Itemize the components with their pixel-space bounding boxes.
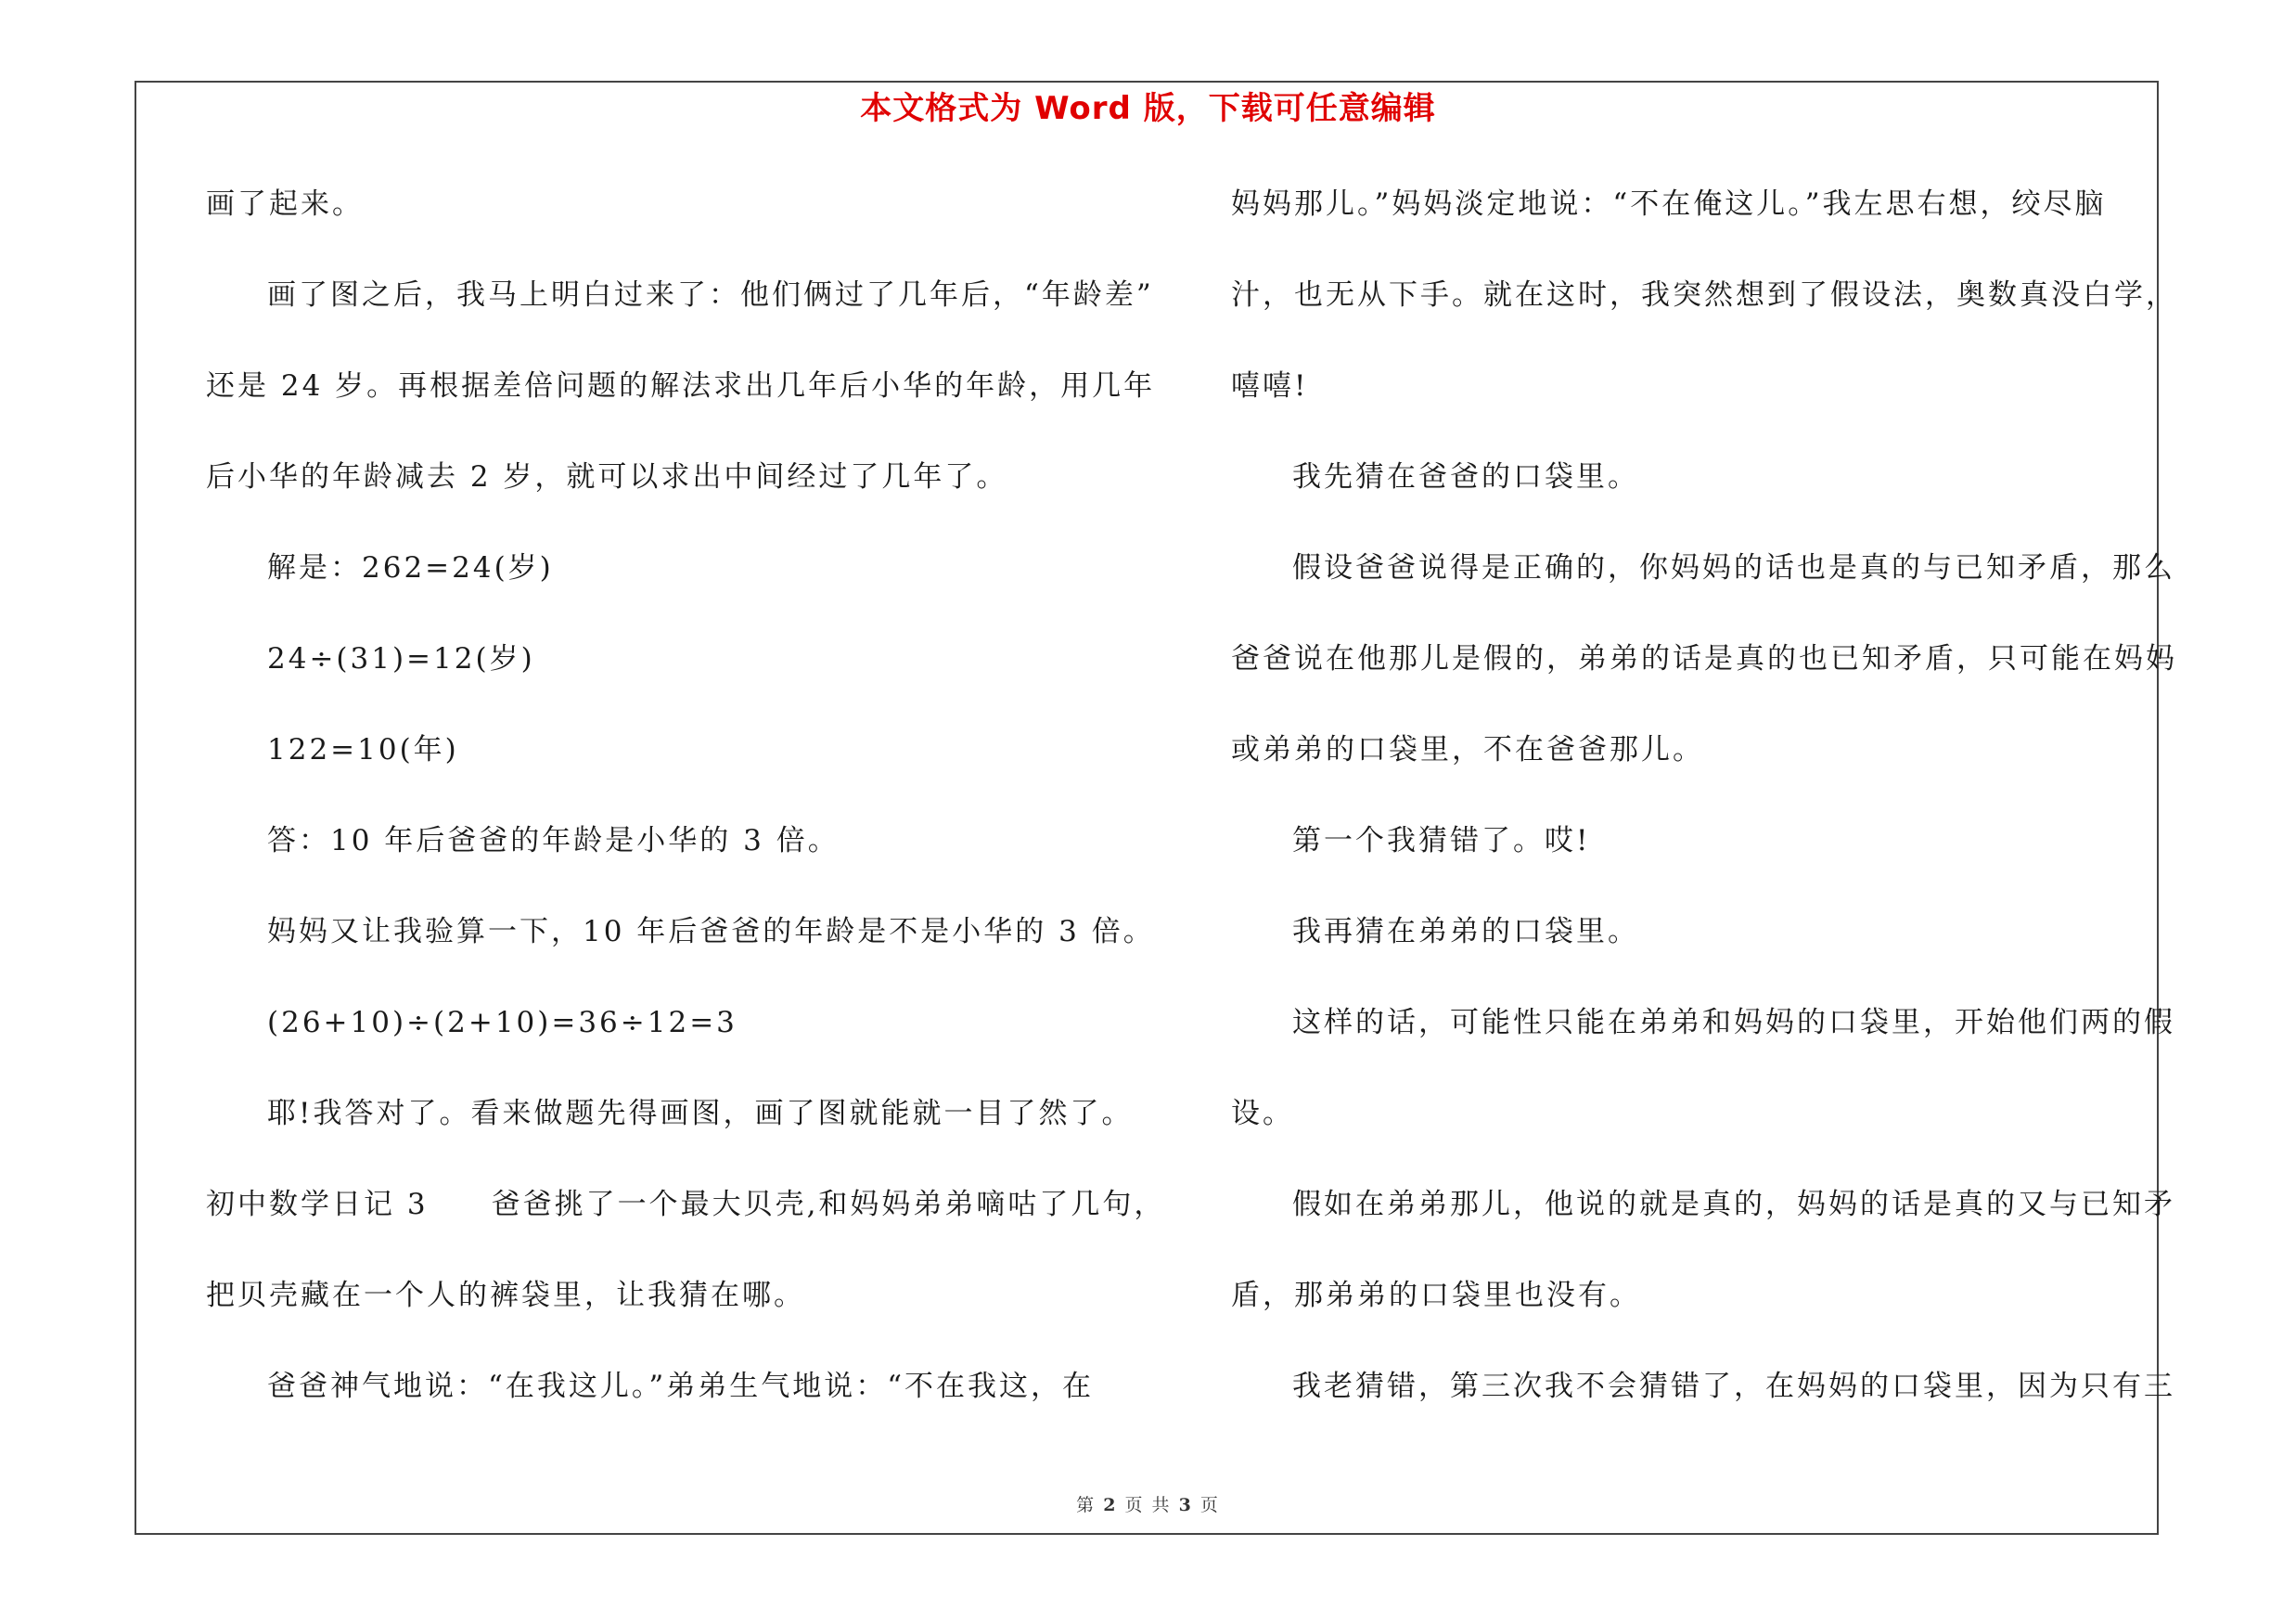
- text-line: 汁，也无从下手。就在这时，我突然想到了假设法，奥数真没白学，: [1231, 278, 2177, 312]
- format-notice-banner: 本文格式为 Word 版，下载可任意编辑: [860, 90, 1436, 127]
- footer-prefix: 第: [1076, 1495, 1097, 1515]
- footer-suffix: 页: [1199, 1495, 1220, 1515]
- text-line: (26+10)÷(2+10)=36÷12=3: [267, 1006, 738, 1039]
- text-line: 画了图之后，我马上明白过来了：他们俩过了几年后，“年龄差”: [267, 278, 1154, 312]
- text-line: 妈妈又让我验算一下，10 年后爸爸的年龄是不是小华的 3 倍。: [267, 915, 1155, 948]
- text-line: 画了起来。: [206, 187, 364, 221]
- text-line: 或弟弟的口袋里，不在爸爸那儿。: [1231, 733, 1704, 766]
- text-line: 第一个我猜错了。哎!: [1292, 824, 1591, 857]
- text-line: 初中数学日记 3 爸爸挑了一个最大贝壳,和妈妈弟弟嘀咕了几句，: [206, 1188, 1166, 1221]
- text-line: 嘻嘻!: [1231, 369, 1309, 403]
- page-footer: [0, 1494, 2296, 1516]
- text-line: 还是 24 岁。再根据差倍问题的解法求出几年后小华的年龄，用几年: [206, 369, 1156, 403]
- text-line: 爸爸神气地说：“在我这儿。”弟弟生气地说：“不在我这，在: [267, 1370, 1095, 1403]
- text-line: 我先猜在爸爸的口袋里。: [1292, 460, 1639, 494]
- text-line: 爸爸说在他那儿是假的，弟弟的话是真的也已知矛盾，只可能在妈妈: [1231, 642, 2177, 676]
- text-line: 把贝壳藏在一个人的裤袋里，让我猜在哪。: [206, 1279, 805, 1312]
- current-page-number: 2: [1103, 1495, 1118, 1515]
- text-line: 耶!我答对了。看来做题先得画图，画了图就能就一目了然了。: [267, 1097, 1134, 1130]
- text-line: 24÷(31)=12(岁): [267, 642, 535, 676]
- text-line: 这样的话，可能性只能在弟弟和妈妈的口袋里，开始他们两的假: [1292, 1006, 2175, 1039]
- text-line: 妈妈那儿。”妈妈淡定地说：“不在俺这儿。”我左思右想，绞尽脑: [1231, 187, 2107, 221]
- text-line: 我再猜在弟弟的口袋里。: [1292, 915, 1639, 948]
- text-line: 假如在弟弟那儿，他说的就是真的，妈妈的话是真的又与已知矛: [1292, 1188, 2175, 1221]
- footer-middle: 页 共: [1124, 1495, 1172, 1515]
- text-line: 我老猜错，第三次我不会猜错了，在妈妈的口袋里，因为只有三: [1292, 1370, 2175, 1403]
- text-line: 后小华的年龄减去 2 岁，就可以求出中间经过了几年了。: [206, 460, 1008, 494]
- text-line: 答：10 年后爸爸的年龄是小华的 3 倍。: [267, 824, 840, 857]
- text-line: 盾，那弟弟的口袋里也没有。: [1231, 1279, 1641, 1312]
- text-line: 解是：262=24(岁): [267, 551, 554, 585]
- text-line: 设。: [1231, 1097, 1294, 1130]
- text-line: 122=10(年): [267, 733, 459, 766]
- text-line: 假设爸爸说得是正确的，你妈妈的话也是真的与已知矛盾，那么: [1292, 551, 2175, 585]
- total-page-count: 3: [1178, 1495, 1193, 1515]
